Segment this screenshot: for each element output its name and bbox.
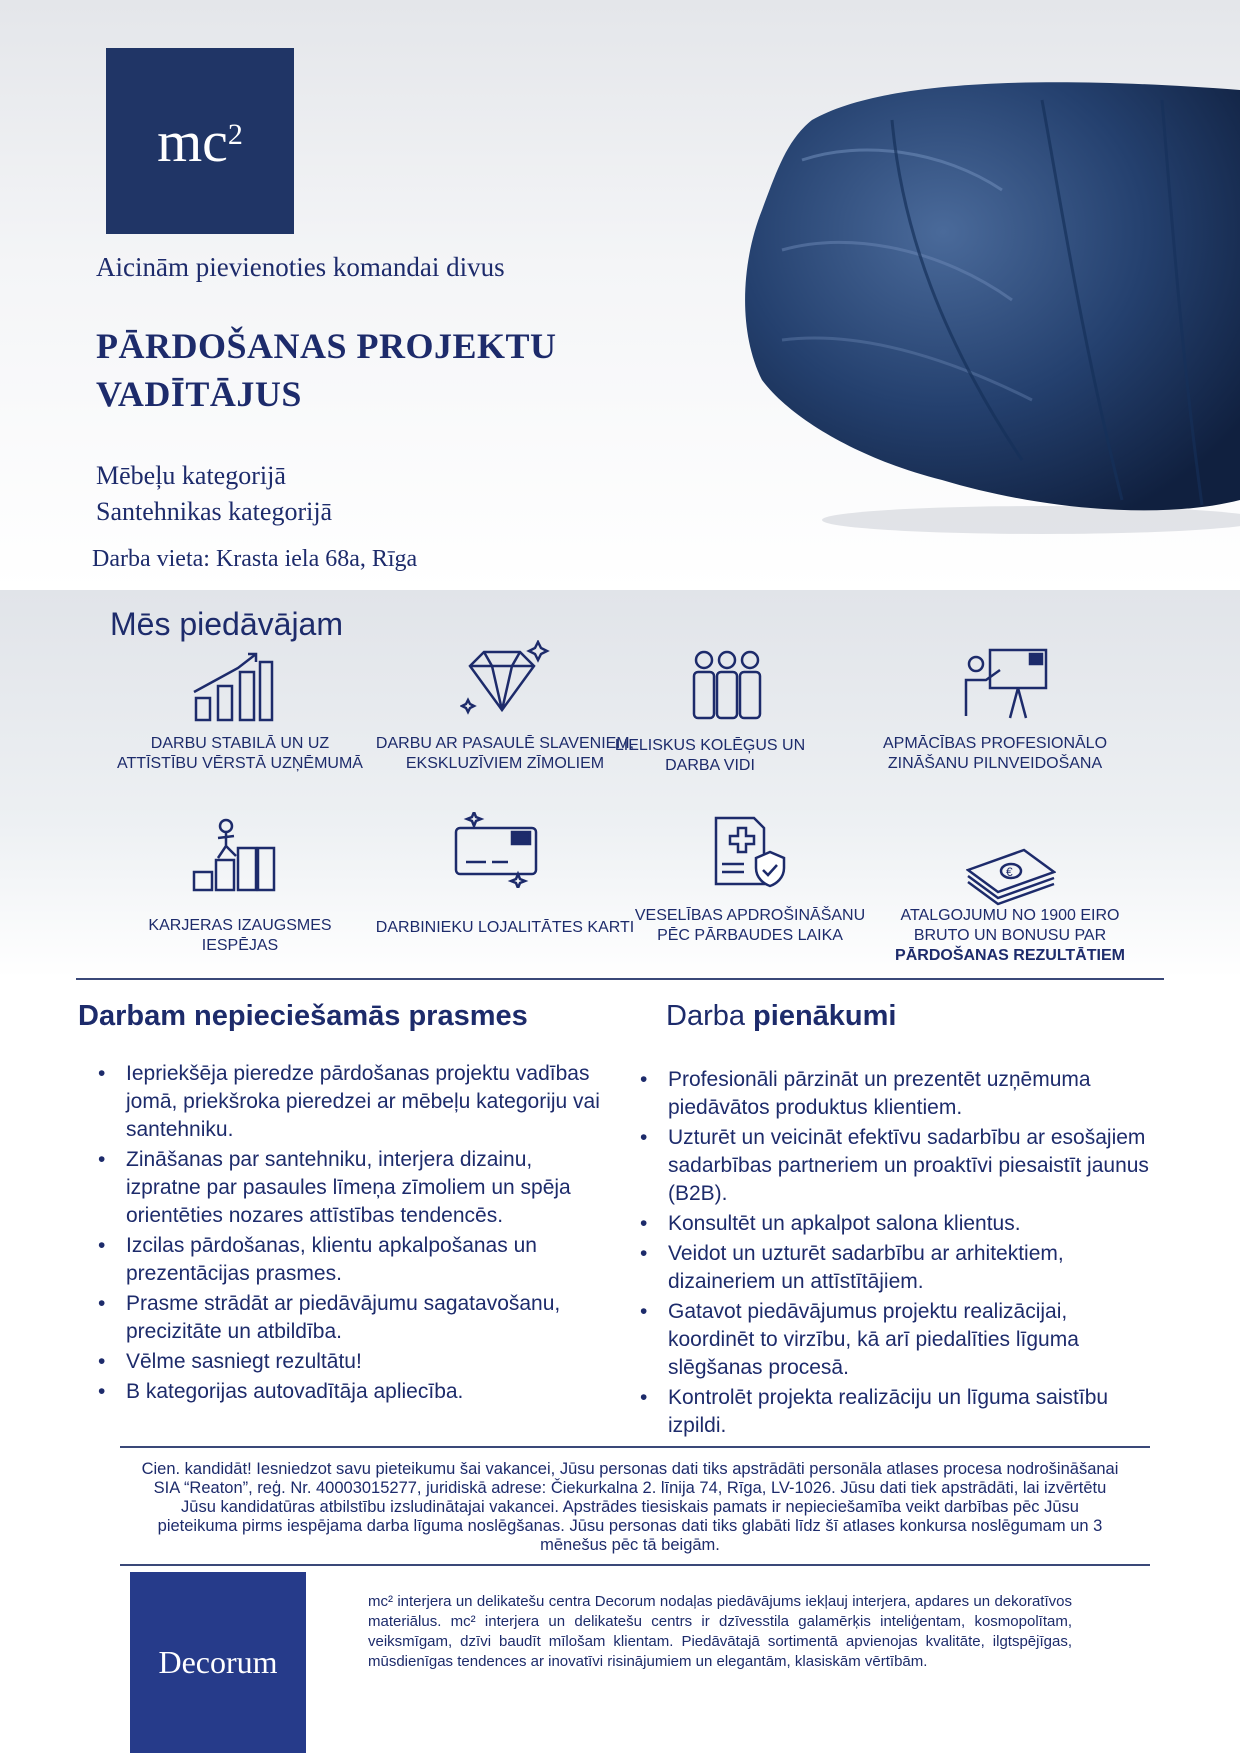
benefit-career-growth: KARJERAS IZAUGSMES IESPĒJAS — [148, 917, 332, 954]
list-item: • Profesionāli pārzināt un prezentēt uzņēmuma piedāvātos produktus klientiem. — [636, 1066, 1156, 1122]
divider-offer — [76, 978, 1164, 980]
benefit-health-insurance: VESELĪBAS APDROŠINĀŠANU PĒC PĀRBAUDES LAIKA — [634, 907, 866, 944]
invite-text: Aicinām pievienoties komandai divus — [96, 252, 505, 282]
categories — [96, 458, 332, 530]
skills-title: Darbam nepieciešamās prasmes — [78, 1000, 528, 1032]
diamond-icon — [460, 640, 550, 716]
list-item: • Uzturēt un veicināt efektīvu sadarbību ar esošajiem sadarbības partneriem un proaktīvi piesaistīt jaunus (B2B). — [636, 1124, 1156, 1208]
job-title — [96, 322, 557, 418]
benefit-training: APMĀCĪBAS PROFESIONĀLO ZINĀŠANU PILNVEIDOŠANA — [882, 735, 1108, 772]
job-title-line1: PĀRDOŠANAS PROJEKTU — [96, 326, 557, 366]
benefit-salary — [880, 906, 1140, 966]
loyalty-card-icon — [452, 812, 542, 888]
duties-title — [666, 1000, 896, 1033]
work-location: Darba vieta: Krasta iela 68a, Rīga — [92, 546, 418, 572]
list-item: • Prasme strādāt ar piedāvājumu sagatavošanu, precizitāte un atbildība. — [94, 1290, 604, 1346]
skills-list — [94, 1060, 604, 1408]
benefit-salary-bold: PĀRDOŠANAS REZULTĀTIEM — [895, 947, 1125, 964]
logo-text: mc — [157, 108, 228, 174]
career-stairs-icon — [188, 818, 278, 894]
list-item: • B kategorijas autovadītāja apliecība. — [94, 1378, 604, 1406]
svg-text:€: € — [1006, 865, 1013, 879]
list-item: • Vēlme sasniegt rezultātu! — [94, 1348, 604, 1376]
money-stack-icon — [966, 832, 1056, 908]
team-icon — [682, 648, 772, 724]
list-item: • Veidot un uzturēt sadarbību ar arhitektiem, dizaineriem un attīstītājiem. — [636, 1240, 1156, 1296]
list-item: • Kontrolēt projekta realizāciju un līguma saistību izpildi. — [636, 1384, 1156, 1440]
health-insurance-icon — [700, 814, 790, 890]
decorum-about: mc² interjera un delikatešu centra Decorum nodaļas piedāvājums iekļauj interjera, apdares un dekoratīvos materiālus. mc² interjera un delikatešu centrs ir dzīvesstila galamērķis inteliģentam, kosmopolītam, veiksmīgam, dzīvi baudīt mīlošam klientam. Piedāvātajā sortimentā apvienojas kvalitāte, ilgtspējīgas, mūsdienīgas tendences ar inovatīvi risinājumiem un elegantām, klasiskām vērtībām. — [368, 1593, 1072, 1670]
benefit-exclusive-brands: DARBU AR PASAULĒ SLAVENIEM, EKSKLUZĪVIEM ZĪMOLIEM — [375, 735, 635, 772]
divider-privacy-bottom — [120, 1564, 1150, 1566]
sofa-image — [742, 80, 1240, 550]
logo-superscript: 2 — [227, 118, 243, 151]
benefit-salary-text: ATALGOJUMU NO 1900 EIRO BRUTO UN BONUSU PAR — [900, 907, 1120, 944]
category-plumbing: Santehnikas kategorijā — [96, 497, 333, 526]
growth-chart-icon — [188, 648, 278, 724]
job-title-line2: VADĪTĀJUS — [96, 374, 302, 414]
list-item: • Zināšanas par santehniku, interjera dizainu, izpratne par pasaules līmeņa zīmoliem un spēja orientēties nozares attīstības tendencēs. — [94, 1146, 604, 1230]
offer-title: Mēs piedāvājam — [110, 606, 343, 642]
benefit-loyalty-card: DARBINIEKU LOJALITĀTES KARTI — [375, 919, 635, 936]
mc2-logo — [106, 48, 294, 234]
benefit-great-colleagues: LIELISKUS KOLĒĢUS UN DARBA VIDI — [614, 737, 806, 774]
presentation-icon — [960, 646, 1050, 722]
benefit-stable-company: DARBU STABILĀ UN UZ ATTĪSTĪBU VĒRSTĀ UZŅĒMUMĀ — [117, 735, 363, 772]
decorum-logo: Decorum — [130, 1572, 306, 1753]
list-item: • Iepriekšēja pieredze pārdošanas projektu vadības jomā, priekšroka pieredzei ar mēbeļu kategoriju vai santehniku. — [94, 1060, 604, 1144]
category-furniture: Mēbeļu kategorijā — [96, 461, 286, 490]
list-item: • Izcilas pārdošanas, klientu apkalpošanas un prezentācijas prasmes. — [94, 1232, 604, 1288]
privacy-notice: Cien. kandidāt! Iesniedzot savu pieteikumu šai vakancei, Jūsu personas dati tiks apstrādāti personāla atlases procesa nodrošināšanai SIA “Reaton”, reģ. Nr. 40003015277, juridiskā adrese: Čiekurkalna 2. līnija 74, Rīga, LV-1026. Jūsu dati tiek apstrādāti, lai izvērtētu Jūsu kandidatūras atbilstību izsludinātajai vakancei. Apstrādes tiesiskais pamats ir nepieciešamība veikt darbības pēc Jūsu pieteikuma pirms iespējama darba līguma noslēgšanas. Jūsu personas dati tiks glabāti līdz šī atlases konkursa noslēgumam un 3 mēnešus pēc tā beigām. — [141, 1460, 1119, 1554]
list-item: • Gatavot piedāvājumus projektu realizācijai, koordinēt to virzību, kā arī piedalīties līguma slēgšanas procesā. — [636, 1298, 1156, 1382]
duties-title-bold: pienākumi — [753, 1000, 897, 1032]
duties-title-regular: Darba — [666, 1000, 754, 1032]
duties-list — [636, 1066, 1156, 1442]
divider-privacy-top — [120, 1446, 1150, 1448]
list-item: • Konsultēt un apkalpot salona klientus. — [636, 1210, 1156, 1238]
